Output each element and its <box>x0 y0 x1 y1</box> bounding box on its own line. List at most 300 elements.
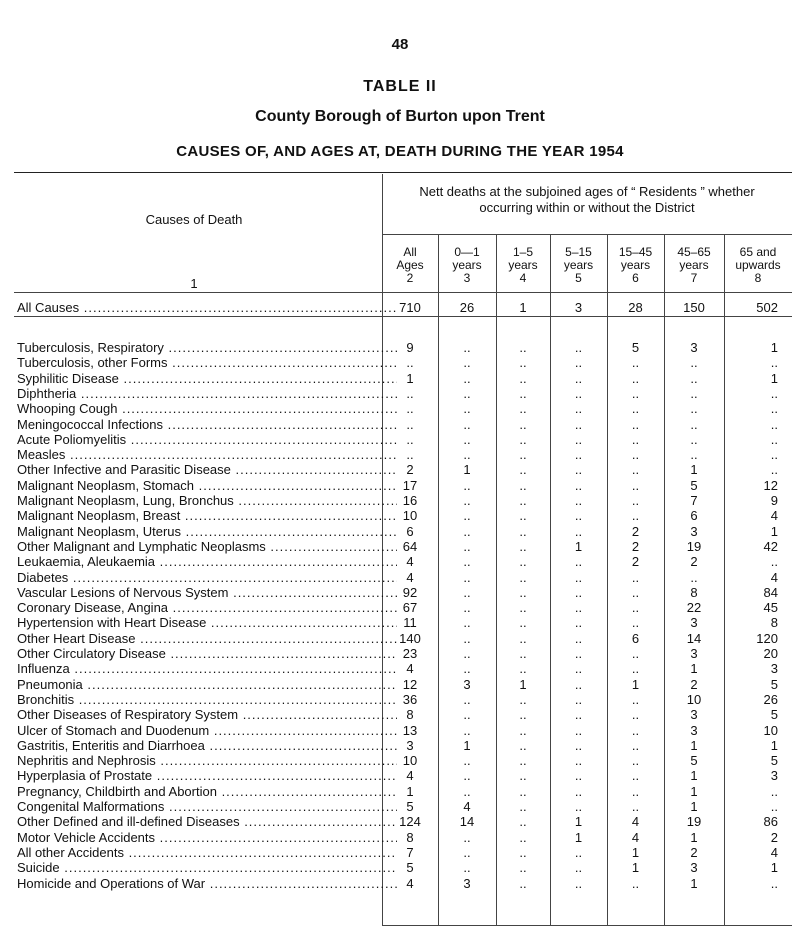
cause-label: Motor Vehicle Accidents ..... <box>17 830 397 845</box>
table-row <box>17 539 792 554</box>
cell-age-1-5: .. <box>519 508 527 524</box>
cell-age-15-45: .. <box>631 615 640 631</box>
cell-age-65-upwards: .. <box>770 385 778 401</box>
cell-all-ages: 5 <box>406 860 414 876</box>
cell-age-0-1: .. <box>463 401 471 417</box>
cause-label: Other Malignant and Lymphatic Neoplasms ..... <box>17 539 397 554</box>
all-causes-row <box>17 300 792 315</box>
cell-age-0-1: .. <box>463 600 471 616</box>
cell-age-15-45: .. <box>631 691 640 707</box>
cell-age-15-45: .. <box>631 493 640 508</box>
cell-age-1-5: .. <box>519 477 527 493</box>
table-row <box>17 631 792 646</box>
bottom-rule <box>382 925 792 926</box>
table-title: TABLE II <box>363 78 437 95</box>
cell-all-ages: 17 <box>402 477 418 493</box>
column-header-text: years <box>563 258 594 272</box>
cell-age-0-1: .. <box>463 416 471 432</box>
cell-age-0-1: .. <box>463 646 471 661</box>
cell-age-0-1: 4 <box>463 799 471 814</box>
cell-all-ages: 4 <box>406 661 414 677</box>
cell-age-0-1: .. <box>463 783 471 799</box>
cell-age-45-65: 3 <box>690 615 698 631</box>
cell-age-0-1: .. <box>463 493 471 508</box>
cell-age-5-15: .. <box>574 431 583 447</box>
cell-age-0-1: .. <box>463 860 471 876</box>
cell-age-0-1: 3 <box>463 875 471 891</box>
cell-age-45-65: .. <box>690 569 698 585</box>
cell-age-65-upwards: 3 <box>770 661 778 677</box>
column-header-number: 7 <box>690 271 698 285</box>
column-header-text: years <box>508 258 538 272</box>
cell-age-1-5: .. <box>519 829 527 845</box>
column-header-text: 15–45 <box>618 245 653 259</box>
cell-age-45-65: 19 <box>686 538 702 554</box>
column-header-number: 5 <box>575 271 582 285</box>
cause-label: Leukaemia, Aleukaemia ..... <box>17 554 397 569</box>
cell-all-ages: 9 <box>406 340 414 355</box>
cell-age-1-5: .. <box>519 370 527 386</box>
cell-age-65-upwards: 4 <box>770 569 778 585</box>
column-header-number: 4 <box>519 271 527 285</box>
cell-all-ages: 10 <box>402 753 418 769</box>
cell-age-15-45: .. <box>631 646 640 661</box>
cell-age-65-upwards: 4 <box>770 508 778 524</box>
cell-age-5-15: .. <box>574 661 583 677</box>
cell-age-5-15: .. <box>574 584 583 600</box>
cell-age-1-5: .. <box>519 615 527 631</box>
cell-age-1-5: .. <box>519 630 527 646</box>
cell-age-45-65: 5 <box>690 477 698 493</box>
cell-age-15-45: .. <box>631 370 640 386</box>
cell-age-0-1: .. <box>463 584 471 600</box>
cell-all-ages: 4 <box>406 554 414 570</box>
cell-all-ages: .. <box>406 431 414 447</box>
column-header-text: 65 and <box>739 245 777 259</box>
cell-age-0-1: .. <box>463 523 471 539</box>
table-row <box>17 753 792 768</box>
column-header-age-15-45 <box>607 246 664 285</box>
cell-age-45-65: 5 <box>690 753 698 769</box>
cell-age-65-upwards: 12 <box>763 477 778 493</box>
cell-all-ages: 64 <box>402 538 418 554</box>
cell-age-1-5: .. <box>519 799 527 814</box>
cause-label: Ulcer of Stomach and Duodenum ..... <box>17 723 397 738</box>
cell-age-1-5: .. <box>519 783 527 799</box>
cell-age-45-65: 1 <box>690 661 698 677</box>
column-header-age-1-5 <box>496 246 550 285</box>
table-row <box>17 845 792 860</box>
table-row <box>17 401 792 416</box>
cause-label: Diabetes ..... <box>17 570 397 585</box>
cause-label: Meningococcal Infections ..... <box>17 417 397 432</box>
cell-age-65-upwards: 1 <box>770 860 778 876</box>
cell-age-5-15: 3 <box>574 300 583 315</box>
cell-age-15-45: .. <box>631 569 640 585</box>
cell-all-ages: 140 <box>399 630 421 646</box>
cell-age-1-5: .. <box>519 493 527 508</box>
cell-age-1-5: .. <box>519 538 527 554</box>
column-header-number: 3 <box>463 271 471 285</box>
cell-age-45-65: 2 <box>690 676 698 692</box>
cell-age-15-45: .. <box>631 875 640 891</box>
cell-age-5-15: .. <box>574 737 583 753</box>
cell-age-65-upwards: 9 <box>770 493 778 508</box>
cell-age-15-45: .. <box>631 661 640 677</box>
cell-age-45-65: 3 <box>690 646 698 661</box>
column-header-text: years <box>452 258 482 272</box>
cell-age-5-15: .. <box>574 676 583 692</box>
cause-label: Nephritis and Nephrosis ..... <box>17 753 397 768</box>
table-row <box>17 508 792 523</box>
table-row <box>17 355 792 370</box>
cell-age-0-1: .. <box>463 385 471 401</box>
column-header-age-65-upwards <box>724 246 792 285</box>
column-header-all-ages <box>382 246 438 285</box>
cell-age-45-65: .. <box>690 355 698 371</box>
cell-age-65-upwards: 42 <box>763 538 778 554</box>
cell-age-1-5: .. <box>519 860 527 876</box>
cell-age-0-1: .. <box>463 768 471 784</box>
cause-label: Suicide ..... <box>17 860 397 875</box>
column-header-text: 0—1 <box>454 245 480 259</box>
cell-all-ages: 8 <box>406 707 414 723</box>
table-row <box>17 876 792 891</box>
causes-column-number: 1 <box>190 276 198 291</box>
table-row <box>17 447 792 462</box>
column-header-text: years <box>620 258 651 272</box>
cell-all-ages: 36 <box>402 691 418 707</box>
cell-age-0-1: .. <box>463 355 471 371</box>
table-row <box>17 462 792 477</box>
cell-age-15-45: 28 <box>628 300 643 315</box>
cell-age-0-1: .. <box>463 569 471 585</box>
cell-age-15-45: .. <box>631 385 640 401</box>
cell-age-0-1: .. <box>463 340 471 355</box>
cell-all-ages: 6 <box>406 523 414 539</box>
cell-all-ages: 4 <box>406 875 414 891</box>
cell-age-15-45: 4 <box>631 829 640 845</box>
cell-age-5-15: .. <box>574 600 583 616</box>
cell-age-45-65: 3 <box>690 340 698 355</box>
table-row <box>17 493 792 508</box>
cell-age-5-15: .. <box>574 554 583 570</box>
cell-age-15-45: 2 <box>631 554 640 570</box>
column-header-number: 8 <box>754 271 762 285</box>
cell-age-15-45: .. <box>631 431 640 447</box>
cell-age-0-1: .. <box>463 630 471 646</box>
cell-age-5-15: .. <box>574 783 583 799</box>
cell-age-0-1: 14 <box>459 814 475 830</box>
cell-all-ages: .. <box>406 385 414 401</box>
cell-age-1-5: .. <box>519 431 527 447</box>
cell-age-0-1: .. <box>463 753 471 769</box>
cause-label: All other Accidents ..... <box>17 845 397 860</box>
table-row <box>17 600 792 615</box>
cause-label: Pregnancy, Childbirth and Abortion ..... <box>17 784 397 799</box>
cell-age-5-15: .. <box>574 493 583 508</box>
cell-age-65-upwards: .. <box>770 554 778 570</box>
cell-age-5-15: .. <box>574 860 583 876</box>
cell-age-5-15: .. <box>574 508 583 524</box>
header-divider <box>382 234 792 235</box>
cell-age-45-65: .. <box>690 385 698 401</box>
cause-label: Other Defined and ill-defined Diseases ..... <box>17 814 397 829</box>
cell-age-15-45: 2 <box>631 523 640 539</box>
cell-age-15-45: .. <box>631 462 640 478</box>
cell-age-0-1: .. <box>463 477 471 493</box>
cell-age-65-upwards: 5 <box>770 676 778 692</box>
cell-age-65-upwards: 1 <box>770 340 778 355</box>
table-row <box>17 432 792 447</box>
cell-age-1-5: .. <box>519 844 527 860</box>
cell-age-45-65: 2 <box>690 554 698 570</box>
cell-age-15-45: .. <box>631 447 640 463</box>
cell-age-15-45: .. <box>631 477 640 493</box>
table-row <box>17 860 792 875</box>
cell-age-45-65: 8 <box>690 584 698 600</box>
cell-age-15-45: .. <box>631 401 640 417</box>
cell-age-5-15: .. <box>574 340 583 355</box>
table-row <box>17 738 792 753</box>
cell-age-65-upwards: 8 <box>770 615 778 631</box>
table-row <box>17 554 792 569</box>
column-header-number: 6 <box>632 271 639 285</box>
cell-all-ages: 3 <box>406 737 414 753</box>
cell-age-1-5: .. <box>519 814 527 830</box>
cell-age-45-65: 2 <box>690 844 698 860</box>
cell-age-15-45: 1 <box>631 860 640 876</box>
cell-age-5-15: .. <box>574 462 583 478</box>
cause-label: Malignant Neoplasm, Uterus ..... <box>17 524 397 539</box>
cell-age-45-65: .. <box>690 416 698 432</box>
cell-age-15-45: .. <box>631 737 640 753</box>
table-row <box>17 417 792 432</box>
cell-all-ages: 2 <box>406 462 414 478</box>
cell-age-5-15: .. <box>574 416 583 432</box>
all-causes-label: All Causes ..... <box>17 300 397 315</box>
cell-age-65-upwards: 1 <box>770 370 778 386</box>
header-bottom-rule <box>14 292 792 293</box>
table-row <box>17 799 792 814</box>
cell-age-1-5: .. <box>519 554 527 570</box>
cell-age-45-65: 10 <box>686 691 702 707</box>
column-header-text: Ages <box>396 258 424 272</box>
cell-all-ages: 92 <box>402 584 418 600</box>
cell-all-ages: 16 <box>402 493 418 508</box>
table-row <box>17 615 792 630</box>
cause-label: Homicide and Operations of War ..... <box>17 876 397 891</box>
cause-label: Diphtheria ..... <box>17 386 397 401</box>
cell-all-ages: 8 <box>406 829 414 845</box>
cell-age-45-65: 150 <box>683 300 705 315</box>
cell-age-15-45: .. <box>631 753 640 769</box>
span-header-line1: Nett deaths at the subjoined ages of “ Residents ” whether <box>419 184 755 199</box>
column-header-text: 1–5 <box>512 245 534 259</box>
cell-all-ages: .. <box>406 416 414 432</box>
cell-age-0-1: .. <box>463 691 471 707</box>
cell-age-5-15: .. <box>574 691 583 707</box>
cell-age-15-45: .. <box>631 722 640 738</box>
table-row <box>17 677 792 692</box>
cell-age-1-5: .. <box>519 753 527 769</box>
cell-age-45-65: .. <box>690 447 698 463</box>
column-header-age-5-15 <box>550 246 607 285</box>
cell-age-15-45: .. <box>631 768 640 784</box>
cause-label: Other Diseases of Respiratory System ..... <box>17 707 397 722</box>
cell-age-1-5: .. <box>519 385 527 401</box>
cause-label: Malignant Neoplasm, Breast ..... <box>17 508 397 523</box>
cell-age-0-1: .. <box>463 615 471 631</box>
cell-age-65-upwards: 120 <box>756 630 778 646</box>
cell-age-5-15: .. <box>574 569 583 585</box>
cell-age-0-1: 1 <box>463 737 471 753</box>
page-number: 48 <box>391 36 409 53</box>
cell-all-ages: 11 <box>403 615 417 631</box>
table-row <box>17 692 792 707</box>
cause-label: Acute Poliomyelitis ..... <box>17 432 397 447</box>
table-heading: CAUSES OF, AND AGES AT, DEATH DURING THE YEAR 1954 <box>176 143 624 160</box>
cell-age-15-45: 1 <box>631 676 640 692</box>
cause-label: Syphilitic Disease ..... <box>17 371 397 386</box>
column-header-text: 5–15 <box>565 245 592 259</box>
cell-age-0-1: .. <box>463 829 471 845</box>
cell-age-5-15: .. <box>574 799 583 814</box>
cell-all-ages: 4 <box>406 569 414 585</box>
cell-age-0-1: .. <box>463 844 471 860</box>
cell-age-1-5: .. <box>519 691 527 707</box>
cell-age-65-upwards: .. <box>770 355 778 371</box>
cell-age-5-15: .. <box>574 722 583 738</box>
cell-age-15-45: 4 <box>631 814 640 830</box>
cell-age-45-65: 1 <box>690 737 698 753</box>
cause-label: Pneumonia ..... <box>17 677 397 692</box>
cell-all-ages: .. <box>406 355 414 371</box>
cell-age-15-45: 2 <box>631 538 640 554</box>
cell-age-65-upwards: .. <box>770 799 778 814</box>
cell-age-15-45: .. <box>631 355 640 371</box>
cell-all-ages: 5 <box>406 799 414 814</box>
table-row <box>17 768 792 783</box>
table-row <box>17 386 792 401</box>
cell-all-ages: 124 <box>399 814 421 830</box>
cell-age-65-upwards: .. <box>770 401 778 417</box>
cell-age-45-65: .. <box>690 431 698 447</box>
cell-age-45-65: 7 <box>690 493 698 508</box>
cell-age-15-45: .. <box>631 508 640 524</box>
column-header-age-45-65 <box>664 246 724 285</box>
cell-age-15-45: 6 <box>631 630 640 646</box>
column-header-text: 45–65 <box>677 245 711 259</box>
cell-age-0-1: .. <box>463 554 471 570</box>
cell-age-1-5: 1 <box>519 300 527 315</box>
cell-age-5-15: 1 <box>574 829 583 845</box>
cause-label: Other Circulatory Disease ..... <box>17 646 397 661</box>
table-row <box>17 340 792 355</box>
cell-age-45-65: 3 <box>690 523 698 539</box>
cell-all-ages: 1 <box>406 370 414 386</box>
span-header-line2: occurring within or without the District <box>479 200 695 215</box>
table-row <box>17 646 792 661</box>
cell-age-5-15: 1 <box>574 538 583 554</box>
cell-all-ages: 710 <box>399 300 421 315</box>
table-row <box>17 585 792 600</box>
cell-age-1-5: 1 <box>519 676 527 692</box>
table-row <box>17 570 792 585</box>
cell-age-0-1: 3 <box>463 676 471 692</box>
table-row <box>17 478 792 493</box>
cell-age-65-upwards: .. <box>770 431 778 447</box>
cause-label: Malignant Neoplasm, Lung, Bronchus ..... <box>17 493 397 508</box>
cell-age-45-65: 19 <box>686 814 702 830</box>
cell-age-0-1: .. <box>463 722 471 738</box>
cell-age-45-65: 6 <box>690 508 698 524</box>
cell-all-ages: 12 <box>402 676 418 692</box>
cause-label: Coronary Disease, Angina ..... <box>17 600 397 615</box>
cell-all-ages: .. <box>406 447 414 463</box>
cell-age-0-1: .. <box>463 707 471 723</box>
cell-age-5-15: .. <box>574 768 583 784</box>
cell-age-0-1: 1 <box>463 462 471 478</box>
cell-age-65-upwards: 5 <box>770 707 778 723</box>
cause-label: Congenital Malformations ..... <box>17 799 397 814</box>
table-subtitle: County Borough of Burton upon Trent <box>255 108 545 125</box>
cell-age-45-65: 1 <box>690 462 698 478</box>
cell-age-15-45: .. <box>631 584 640 600</box>
cell-age-5-15: .. <box>574 385 583 401</box>
cell-age-5-15: .. <box>574 875 583 891</box>
table-row <box>17 723 792 738</box>
cause-label: Tuberculosis, other Forms ..... <box>17 355 397 370</box>
cell-age-65-upwards: 84 <box>763 584 778 600</box>
cell-age-5-15: .. <box>574 615 583 631</box>
cell-age-45-65: 14 <box>686 630 702 646</box>
cell-age-5-15: .. <box>574 753 583 769</box>
cell-age-0-1: .. <box>463 538 471 554</box>
cell-age-45-65: 1 <box>690 783 698 799</box>
cell-age-1-5: .. <box>519 875 527 891</box>
cell-age-65-upwards: 5 <box>770 753 778 769</box>
cause-label: Measles ..... <box>17 447 397 462</box>
cell-age-15-45: .. <box>631 799 640 814</box>
cell-age-1-5: .. <box>519 584 527 600</box>
cell-age-1-5: .. <box>519 737 527 753</box>
cell-age-45-65: 1 <box>690 768 698 784</box>
cell-age-5-15: .. <box>574 447 583 463</box>
cause-label: Vascular Lesions of Nervous System ..... <box>17 585 397 600</box>
cell-age-1-5: .. <box>519 416 527 432</box>
cell-age-65-upwards: .. <box>770 447 778 463</box>
cell-age-65-upwards: .. <box>770 875 778 891</box>
cell-age-1-5: .. <box>519 768 527 784</box>
cause-label: Malignant Neoplasm, Stomach ..... <box>17 478 397 493</box>
cell-age-65-upwards: 4 <box>770 844 778 860</box>
cell-age-1-5: .. <box>519 340 527 355</box>
cell-age-45-65: 1 <box>690 829 698 845</box>
cause-label: Gastritis, Enteritis and Diarrhoea ..... <box>17 738 397 753</box>
cause-label: Hypertension with Heart Disease ..... <box>17 615 397 630</box>
cell-age-65-upwards: 26 <box>763 691 778 707</box>
cell-age-1-5: .. <box>519 646 527 661</box>
cell-age-0-1: .. <box>463 447 471 463</box>
cell-all-ages: 23 <box>402 646 418 661</box>
column-header-text: All <box>403 245 417 259</box>
table-row <box>17 524 792 539</box>
cell-age-1-5: .. <box>519 462 527 478</box>
cell-age-5-15: .. <box>574 630 583 646</box>
cell-age-65-upwards: 1 <box>770 523 778 539</box>
cell-all-ages: 7 <box>406 844 414 860</box>
